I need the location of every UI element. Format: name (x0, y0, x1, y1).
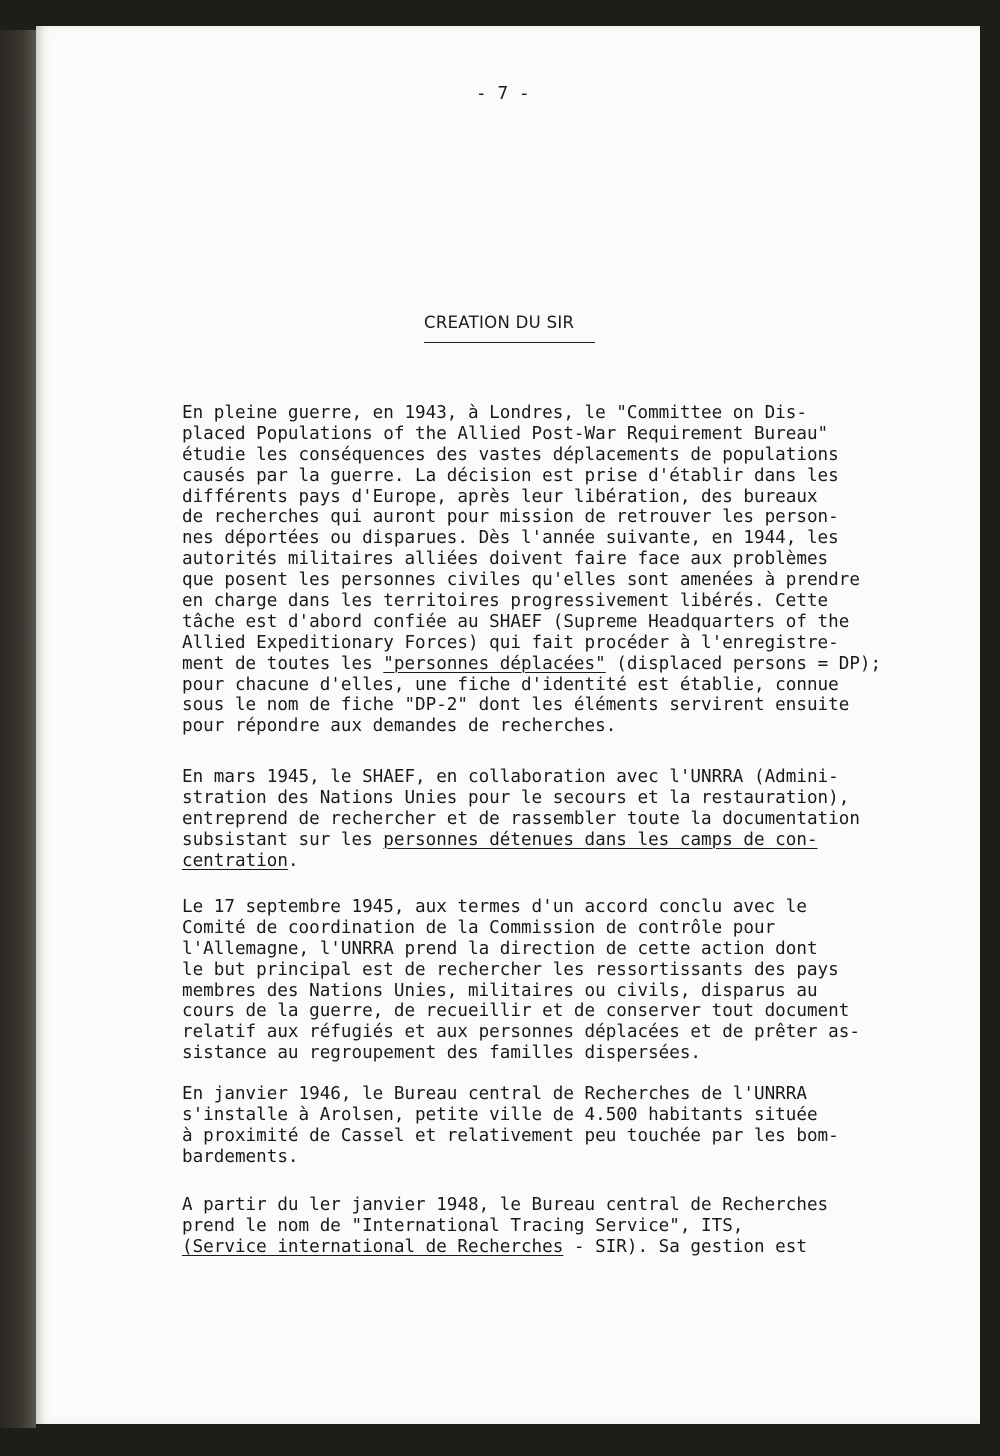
text-fragment: - SIR). Sa gestion est (563, 1236, 807, 1257)
section-title: CREATION DU SIR (424, 313, 575, 332)
text-line: A partir du ler janvier 1948, le Bureau central de Recherches (182, 1195, 829, 1215)
text-line: pour répondre aux demandes de recherches. (182, 716, 617, 737)
text-line: le but principal est de rechercher les ressortissants des pays (182, 959, 839, 980)
underlined-term-personnes-deplacees: "personnes déplacées" (383, 653, 606, 674)
text-line: bardements. (182, 1146, 299, 1167)
paragraph-5 (182, 1195, 828, 1258)
text-line-displaced-persons (182, 654, 881, 675)
text-line-camps (182, 830, 860, 851)
text-line: l'Allemagne, l'UNRRA prend la direction de cette action dont (182, 938, 818, 959)
text-fragment: (displaced persons = DP); (605, 653, 882, 674)
paragraph-1 (182, 403, 881, 737)
text-line: étudie les conséquences des vastes déplacements de populations (182, 444, 839, 465)
text-line: Comité de coordination de la Commission de contrôle pour (182, 917, 776, 938)
section-title-underline (424, 342, 595, 343)
paragraph-2 (182, 767, 860, 871)
text-line: membres des Nations Unies, militaires ou civils, disparus au (182, 980, 818, 1001)
text-line: sous le nom de fiche "DP-2" dont les éléments servirent ensuite (182, 695, 850, 716)
text-line: s'installe à Arolsen, petite ville de 4.500 habitants située (182, 1104, 818, 1125)
page-edge-shadow (0, 30, 36, 1428)
text-fragment: ment de toutes les (182, 653, 384, 674)
page-number: - 7 - (476, 84, 530, 104)
text-line: relatif aux réfugiés et aux personnes déplacées et de prêter as- (182, 1022, 860, 1043)
text-line: que posent les personnes civiles qu'elles sont amenées à prendre (182, 570, 860, 591)
text-line: à proximité de Cassel et relativement peu touchée par les bom- (182, 1125, 839, 1146)
text-line: cours de la guerre, de recueillir et de conserver tout document (182, 1001, 850, 1022)
text-line: tâche est d'abord confiée au SHAEF (Supreme Headquarters of the (182, 611, 850, 632)
text-line: en charge dans les territoires progressivement libérés. Cette (182, 591, 829, 612)
text-line: de recherches qui auront pour mission de retrouver les person- (182, 507, 839, 528)
underlined-phrase-centration: centration (182, 850, 288, 871)
text-line: causés par la guerre. La décision est prise d'établir dans les (182, 465, 839, 486)
text-line: placed Populations of the Allied Post-War Requirement Bureau" (182, 423, 829, 444)
text-line: En pleine guerre, en 1943, à Londres, le "Committee on Dis- (182, 403, 807, 423)
paragraph-3 (182, 897, 860, 1064)
text-line: sistance au regroupement des familles dispersées. (182, 1043, 702, 1064)
text-line: En janvier 1946, le Bureau central de Recherches de l'UNRRA (182, 1084, 807, 1104)
text-line: pour chacune d'elles, une fiche d'identité est établie, connue (182, 674, 839, 695)
text-line: nes déportées ou disparues. Dès l'année suivante, en 1944, les (182, 528, 839, 549)
text-line: différents pays d'Europe, après leur libération, des bureaux (182, 486, 818, 507)
text-line: stration des Nations Unies pour le secours et la restauration), (182, 787, 850, 808)
text-line-sir (182, 1237, 828, 1258)
document-page (36, 26, 980, 1424)
text-line: entreprend de rechercher et de rassembler toute la documentation (182, 808, 860, 829)
text-line: prend le nom de "International Tracing Service", ITS, (182, 1215, 744, 1236)
underlined-phrase-sir: (Service international de Recherches (182, 1236, 564, 1257)
text-fragment: . (287, 850, 299, 871)
text-line (182, 851, 860, 872)
text-line: autorités militaires alliées doivent faire face aux problèmes (182, 549, 829, 570)
text-line: Allied Expeditionary Forces) qui fait procéder à l'enregistre- (182, 632, 839, 653)
paragraph-4 (182, 1084, 839, 1168)
text-line: En mars 1945, le SHAEF, en collaboration avec l'UNRRA (Admini- (182, 767, 839, 787)
text-fragment: subsistant sur les (182, 829, 384, 850)
underlined-phrase-camps: personnes détenues dans les camps de con- (383, 829, 818, 850)
text-line: Le 17 septembre 1945, aux termes d'un accord conclu avec le (182, 897, 807, 917)
